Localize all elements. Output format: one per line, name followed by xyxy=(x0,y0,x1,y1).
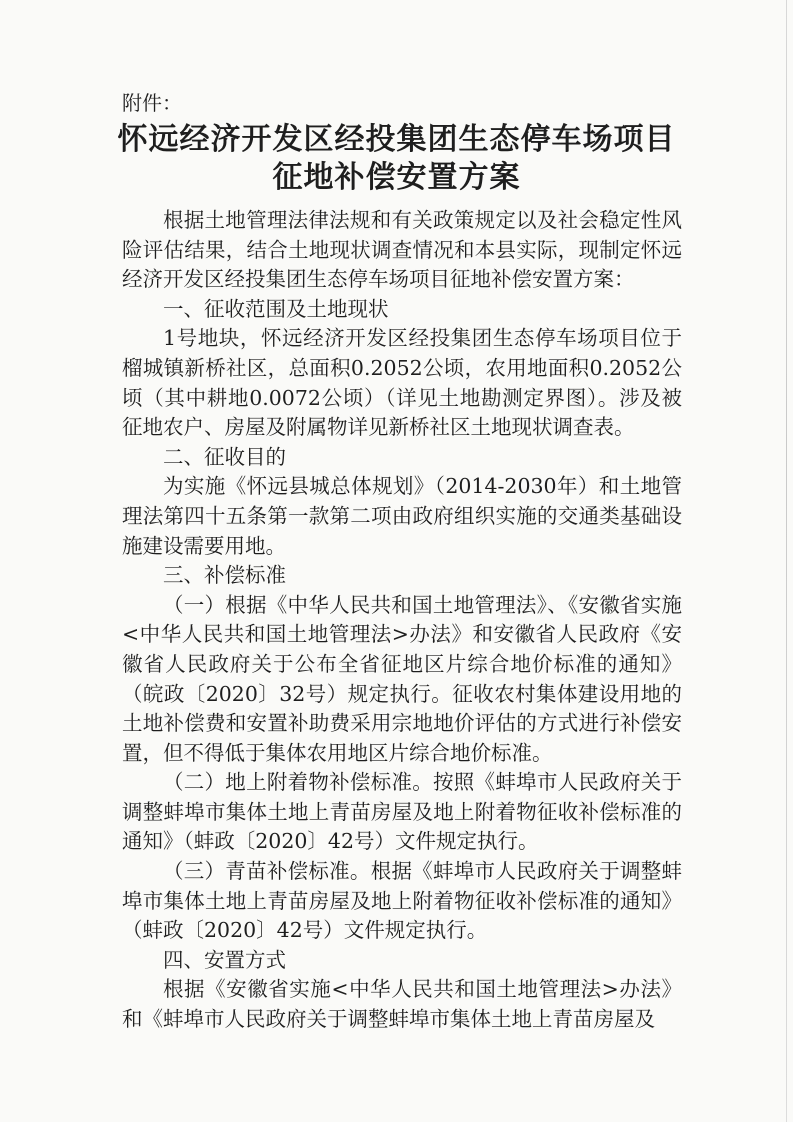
section-heading-4: 四、安置方式 xyxy=(163,947,286,972)
document-title-line-1: 怀远经济开发区经投集团生态停车场项目 xyxy=(117,122,676,157)
document-title-line-2: 征地补偿安置方案 xyxy=(272,160,521,195)
section-heading-1: 一、征收范围及土地现状 xyxy=(163,296,389,321)
paragraph-standard-1: （一）根据《中华人民共和国土地管理法》、《安徽省实施<中华人民共和国土地管理法>办法》和安徽省人民政府《安徽省人民政府关于公布全省征地区片综合地价标准的通知》（皖政〔2020〕32号）规定执行。征收农村集体建设用地的土地补偿费和安置补助费采用宗地地价评估的方式进行补偿安置，但不得低于集体农用地区片综合地价标准。 xyxy=(122,592,682,765)
paragraph-intro: 根据土地管理法律法规和有关政策规定以及社会稳定性风险评估结果，结合土地现状调查情况和本县实际，现制定怀远经济开发区经投集团生态停车场项目征地补偿安置方案： xyxy=(122,208,682,292)
paragraph-scope: 1号地块，怀远经济开发区经投集团生态停车场项目位于榴城镇新桥社区，总面积0.2052公顷，农用地面积0.2052公顷（其中耕地0.0072公顷）（详见土地勘测定界图）。涉及被征地农户、房屋及附属物详见新桥社区土地现状调查表。 xyxy=(122,326,682,440)
scan-edge-line xyxy=(786,0,787,1122)
section-heading-3: 三、补偿标准 xyxy=(163,563,286,588)
section-heading-2: 二、征收目的 xyxy=(163,444,286,469)
attachment-label: 附件： xyxy=(122,91,182,115)
paragraph-standard-2: （二）地上附着物补偿标准。按照《蚌埠市人民政府关于调整蚌埠市集体土地上青苗房屋及地上附着物征收补偿标准的通知》（蚌政〔2020〕42号）文件规定执行。 xyxy=(122,770,682,854)
paragraph-purpose: 为实施《怀远县城总体规划》（2014-2030年）和土地管理法第四十五条第一款第二项由政府组织实施的交通类基础设施建设需要用地。 xyxy=(122,474,682,558)
document-body xyxy=(122,206,682,1035)
paragraph-standard-3: （三）青苗补偿标准。根据《蚌埠市人民政府关于调整蚌埠市集体土地上青苗房屋及地上附着物征收补偿标准的通知》（蚌政〔2020〕42号）文件规定执行。 xyxy=(122,859,682,943)
paragraph-resettlement: 根据《安徽省实施<中华人民共和国土地管理法>办法》和《蚌埠市人民政府关于调整蚌埠市集体土地上青苗房屋及 xyxy=(122,977,682,1032)
